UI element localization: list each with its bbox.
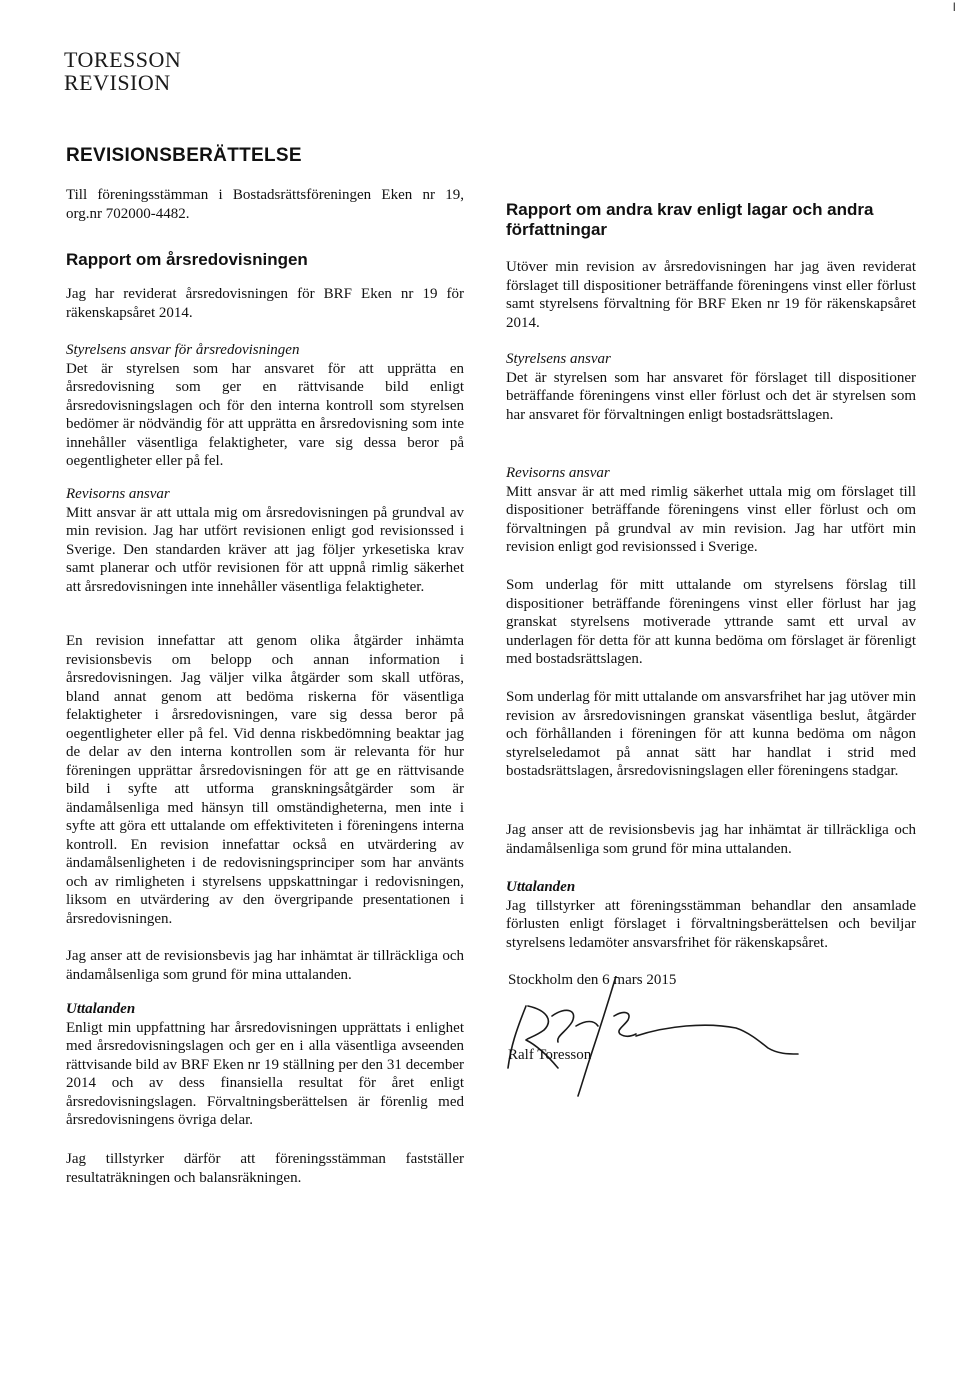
- left-subheading-styrelsens-ansvar: Styrelsens ansvar för årsredovisningen: [66, 342, 300, 358]
- left-block-styrelsens-ansvar: [66, 341, 464, 471]
- right-paragraph-3: Mitt ansvar är att med rimlig säkerhet uttala mig om förslaget till dispositioner beträffande föreningens vinst eller förlust och om förvaltningen på grundval av min revision. Jag har utfört min revision enligt god revisionssed i Sverige.: [506, 483, 916, 555]
- place-and-date: Stockholm den 6 mars 2015: [508, 972, 677, 988]
- left-paragraph-4: En revision innefattar att genom olika åtgärder inhämta revisionsbevis om belopp och annan information i årsredovisningen. Jag väljer vilka åtgärder som skall utföras, bland annat genom att bedöma riskerna för väsentliga felaktigheter i årsredovisningen, vare sig dessa beror på oegentligheter eller på fel. Vid denna riskbedömning beaktar jag de delar av den interna kontrollen som är relevanta för hur föreningen upprättar årsredovisningen för att ge en rättvisande bild i syfte att utforma granskningsåtgärder som är ändamålsenliga med hänsyn till omständigheterna, men inte i syfte att göra ett uttalande om effektiviteten i föreningens interna kontroll. En revision innefattar också en utvärdering av ändamålsenligheten i de redovisningsprinciper som har använts och av rimligheten i styrelsens uppskattningar i redovisningen, liksom en utvärdering av den övergripande presentationen i årsredovisningen.: [66, 633, 464, 927]
- document-title: REVISIONSBERÄTTELSE: [66, 145, 302, 166]
- signer-name: Ralf Toresson: [508, 1047, 592, 1063]
- right-paragraph-5: Som underlag för mitt uttalande om ansvarsfrihet har jag utöver min revision av årsredovisningen granskat väsentliga beslut, åtgärder och förhållanden i föreningen för att kunna bedöma om någon styrelseledamot på annat sätt har handlat i strid med bostadsrättslagen, årsredovisningslagen eller föreningens stadgar.: [506, 689, 916, 779]
- right-subheading-uttalanden: Uttalanden: [506, 879, 576, 895]
- right-section-heading: Rapport om andra krav enligt lagar och andra författningar: [506, 200, 874, 239]
- left-paragraph-5: Jag anser att de revisionsbevis jag har inhämtat är tillräckliga och ändamålsenliga som grund för mina uttalanden.: [66, 948, 464, 983]
- right-paragraph-2: Det är styrelsen som har ansvaret för förslaget till dispositioner beträffande föreningens vinst eller förlust och det är styrelsen som har ansvaret för förvaltningen enligt bostadsrättslagen.: [506, 369, 916, 423]
- right-paragraph-1: Utöver min revision av årsredovisningen har jag även reviderat förslaget till dispositioner beträffande föreningens vinst eller förlust samt styrelsens förvaltning för BRF Eken nr 19 för räkenskapsåret 2014.: [506, 259, 916, 331]
- left-section-heading: Rapport om årsredovisningen: [66, 250, 308, 269]
- left-paragraph-1: Jag har reviderat årsredovisningen för BRF Eken nr 19 för räkenskapsåret 2014.: [66, 286, 464, 321]
- left-paragraph-6: Enligt min uppfattning har årsredovisningen upprättats i enlighet med årsredovisningslagen och ger en i alla väsentliga avseenden rättvisande bild av BRF Eken nr 19 ställning per den 31 december 2014 och av dess finansiella resultat för året enligt årsredovisningslagen. Förvaltningsberättelsen är förenlig med årsredovisningens övriga delar.: [66, 1019, 464, 1128]
- bottom-paragraph: Jag tillstyrker därför att föreningsstämman fastställer resultaträkningen och balansräkningen.: [66, 1151, 464, 1186]
- left-subheading-uttalanden: Uttalanden: [66, 1001, 136, 1017]
- right-subheading-revisorns-ansvar: Revisorns ansvar: [506, 465, 610, 481]
- left-block-revisorns-ansvar: [66, 485, 464, 596]
- corner-mark: I: [952, 0, 956, 14]
- right-paragraph-4: Som underlag för mitt uttalande om styrelsens förslag till dispositioner beträffande föreningens vinst eller förlust har jag granskat styrelsens motiverade yttrande samt ett urval av underlagen för detta för att kunna bedöma om förslaget är förenligt med bostadsrättslagen.: [506, 577, 916, 667]
- left-paragraph-2: Det är styrelsen som har ansvaret för att upprätta en årsredovisning som ger en rättvisande bild enligt årsredovisningslagen och för den interna kontroll som styrelsen bedömer är nödvändig för att upprätta en årsredovisning som inte innehåller väsentliga felaktigheter, vare sig dessa beror på oegentligheter eller på fel.: [66, 360, 464, 469]
- left-block-uttalanden: [66, 1000, 464, 1130]
- right-paragraph-6: Jag anser att de revisionsbevis jag har inhämtat är tillräckliga och ändamålsenliga som grund för mina uttalanden.: [506, 822, 916, 857]
- left-paragraph-3: Mitt ansvar är att uttala mig om årsredovisningen på grundval av min revision. Jag har utfört revisionen enligt god revisionssed i Sverige. Den standarden kräver att jag följer yrkesetiska krav samt planerar och utför revisionen för att uppnå rimlig säkerhet att årsredovisningen inte innehåller väsentliga felaktigheter.: [66, 504, 464, 595]
- right-paragraph-7: Jag tillstyrker att föreningsstämman behandlar den ansamlade förlusten enligt förslaget i förvaltningsberättelsen och beviljar styrelsens ledamöter ansvarsfrihet för räkenskapsåret.: [506, 897, 916, 951]
- handwritten-signature: [486, 976, 806, 1106]
- right-subheading-styrelsens-ansvar: Styrelsens ansvar: [506, 351, 611, 367]
- logo-line-1: TORESSON: [64, 47, 182, 72]
- company-logo: [64, 48, 181, 94]
- right-block-styrelsens-ansvar: [506, 350, 916, 424]
- right-block-revisorns-ansvar: [506, 464, 916, 557]
- left-subheading-revisorns-ansvar: Revisorns ansvar: [66, 486, 170, 502]
- right-block-uttalanden: [506, 878, 916, 952]
- intro-paragraph: Till föreningsstämman i Bostadsrättsföreningen Eken nr 19, org.nr 702000-4482.: [66, 187, 464, 222]
- logo-line-2: REVISION: [64, 70, 171, 95]
